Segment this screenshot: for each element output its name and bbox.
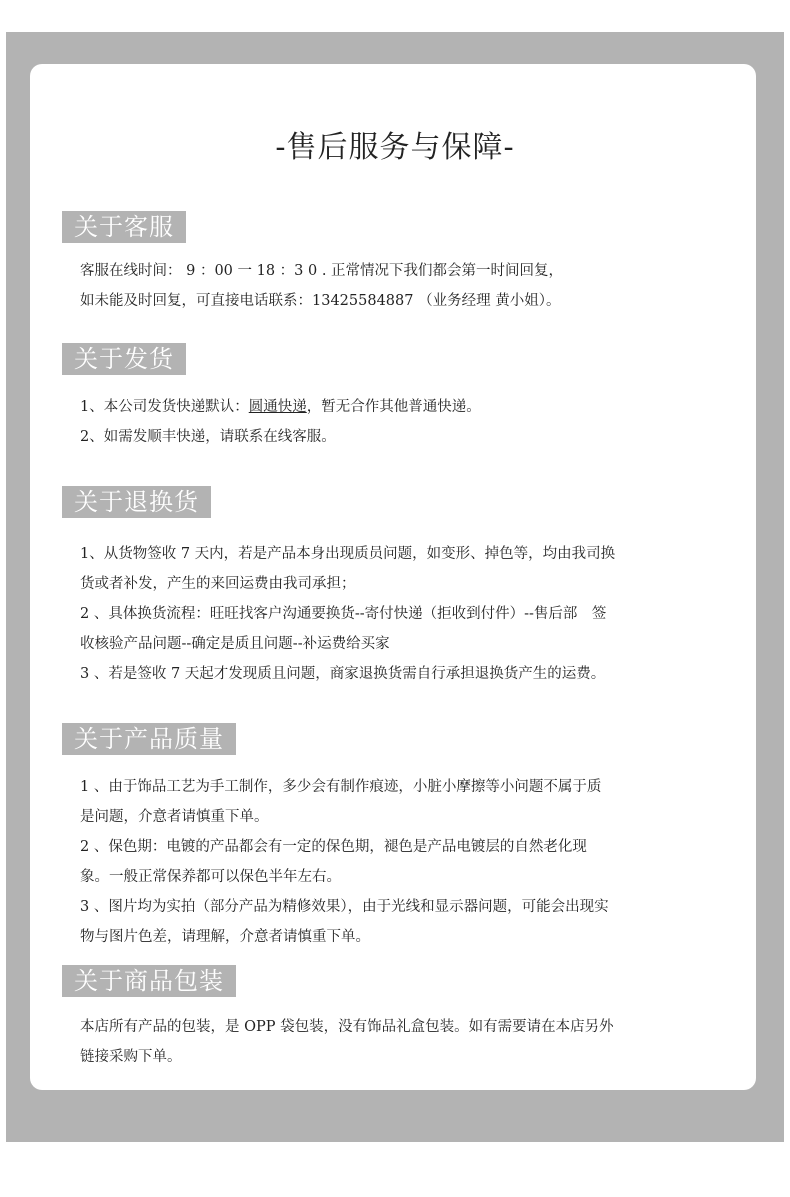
text-segment: ，暂无合作其他普通快递。 [306,399,481,415]
section-body-product-quality [80,772,710,952]
section-body-customer-service [80,256,710,316]
section-body-returns [80,539,710,689]
text-line: 如未能及时回复，可直接电话联系：13425584887 （业务经理 黄小姐）。 [80,293,561,309]
page-title: -售后服务与保障- [275,130,515,165]
section-heading-packaging: 关于商品包装 [62,965,236,997]
section-heading-returns: 关于退换货 [62,486,211,518]
courier-name: 圆通快递 [248,399,307,415]
text-line: 客服在线时间： 9 ：00 一 18 ：3 0 . 正常情况下我们都会第一时间回复， [80,263,564,279]
text-line: 象。一般正常保养都可以保色半年左右。 [80,869,341,885]
text-line: 物与图片色差，请理解，介意者请慎重下单。 [80,929,370,945]
section-body-shipping [80,392,710,452]
section-heading-product-quality: 关于产品质量 [62,723,236,755]
section-heading-customer-service: 关于客服 [62,211,186,243]
text-line: 2 、具体换货流程：旺旺找客户沟通要换货--寄付快递（拒收到付件）--售后部 签 [80,606,607,622]
text-line: 是问题，介意者请慎重下单。 [80,809,269,825]
text-line: 2 、保色期：电镀的产品都会有一定的保色期，褪色是产品电镀层的自然老化现 [80,839,587,855]
text-line [80,392,710,422]
text-line: 1、从货物签收 7 天内，若是产品本身出现质员问题，如变形、掉色等，均由我司换 [80,546,616,562]
text-line: 收核验产品问题--确定是质且问题--补运费给买家 [80,636,390,652]
text-line: 本店所有产品的包装，是 OPP 袋包装，没有饰品礼盒包装。如有需要请在本店另外 [80,1019,614,1035]
text-line: 1 、由于饰品工艺为手工制作，多少会有制作痕迹，小脏小摩擦等小问题不属于质 [80,779,602,795]
text-line: 3 、若是签收 7 天起才发现质且问题，商家退换货需自行承担退换货产生的运费。 [80,666,606,682]
text-line: 链接采购下单。 [80,1049,182,1065]
text-line: 货或者补发，产生的来回运费由我司承担； [80,576,356,592]
section-body-packaging [80,1012,710,1072]
text-line: 2、如需发顺丰快递，请联系在线客服。 [80,429,336,445]
section-heading-shipping: 关于发货 [62,343,186,375]
text-line: 3 、图片均为实拍（部分产品为精修效果），由于光线和显示器问题，可能会出现实 [80,899,609,915]
text-segment: 1、本公司发货快递默认： [80,399,249,415]
